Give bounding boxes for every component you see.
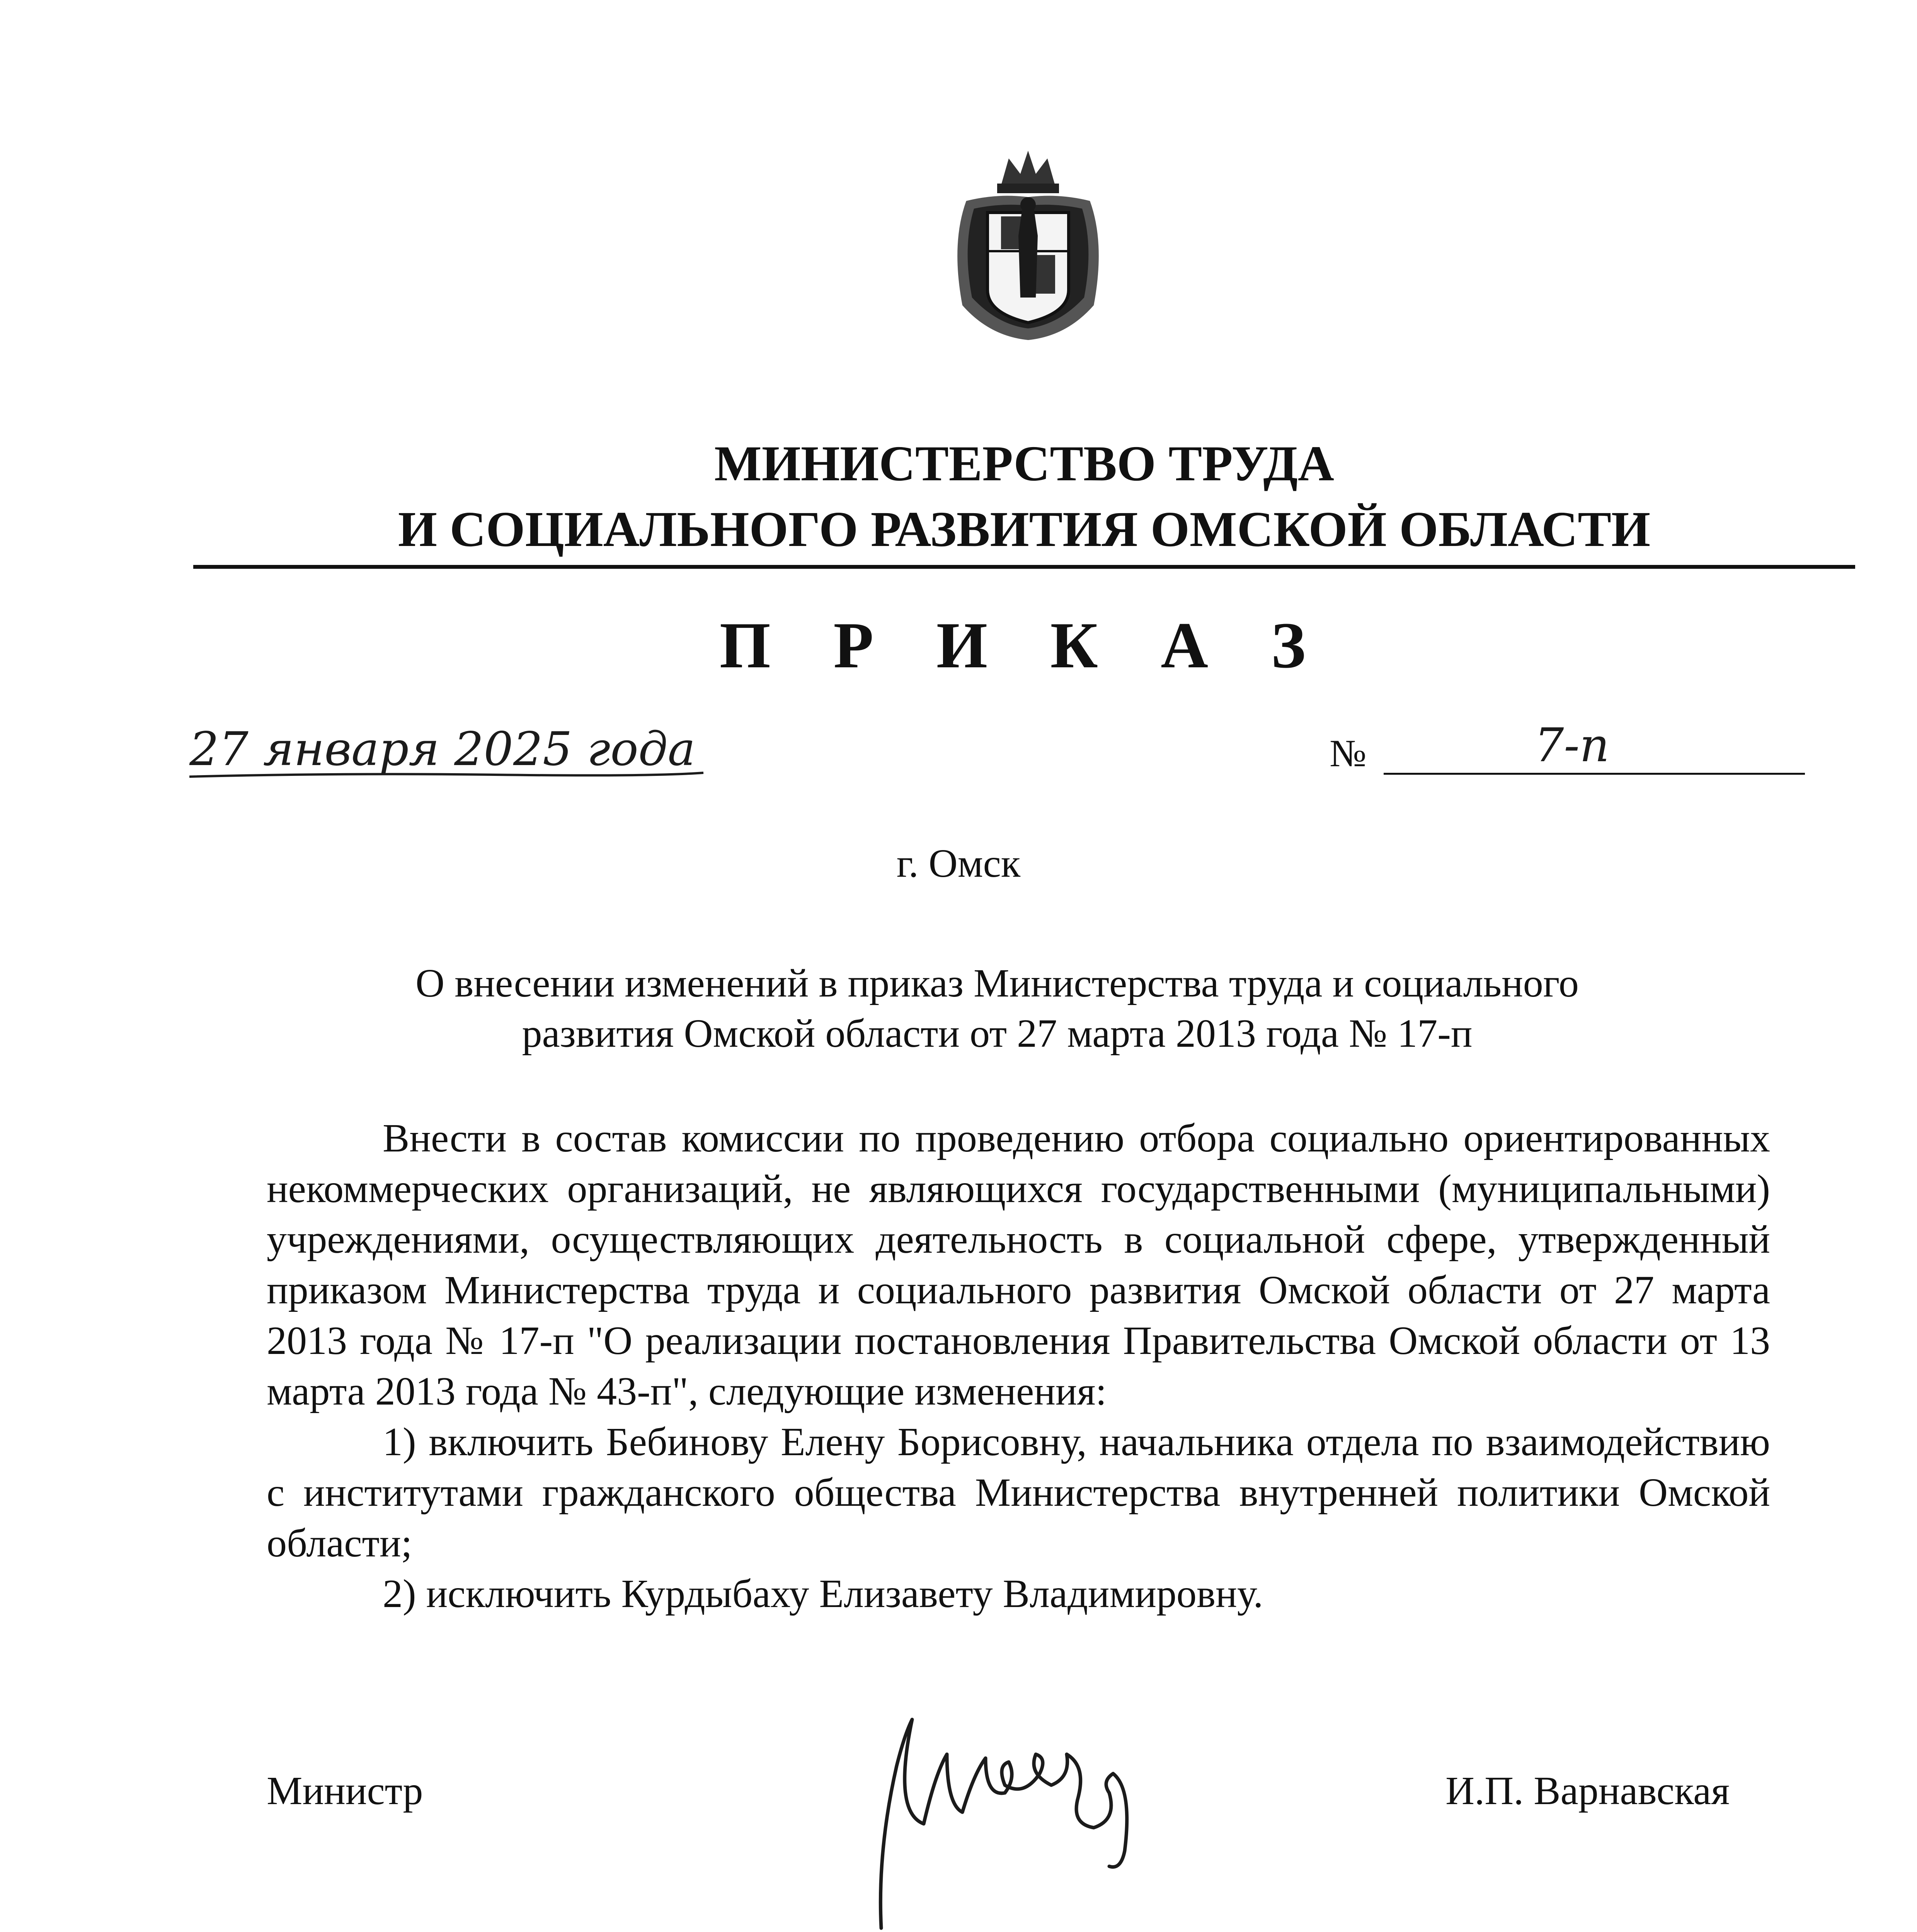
handwritten-signature [870, 1696, 1187, 1932]
document-type-title: П Р И К А З [719, 609, 1329, 682]
handwritten-order-number-text: 7-п [1534, 719, 1610, 772]
signatory-name: И.П. Варнавская [1445, 1769, 1730, 1813]
order-subject [271, 958, 1724, 1059]
signatory-role: Министр [267, 1769, 423, 1813]
order-body-item-2: 2) исключить Курдыбаху Елизавету Владимировну. [383, 1571, 1263, 1616]
handwritten-date-text: 27 января 2025 года [189, 723, 696, 776]
handwritten-date [186, 707, 707, 808]
order-subject-line2: развития Омской области от 27 марта 2013 года № 17-п [522, 1011, 1473, 1056]
handwritten-order-number [1531, 703, 1646, 781]
ministry-name-line1: МИНИСТЕРСТВО ТРУДА [714, 436, 1334, 492]
order-body-intro: Внести в состав комиссии по проведению отбора социально ориентированных некоммерческих организаций, не являющихся государственными (муниципальными) учреждениями, осуществляющих деятельность в социальной сфере, утвержденный приказом Министерства труда и социального развития Омской области от 27 марта 2013 года № 17-п "О реализации постановления Правительства Омской области от 13 марта 2013 года № 43-п", следующие изменения: [267, 1116, 1770, 1413]
order-number-underline [1384, 773, 1805, 775]
ministry-name-line2: И СОЦИАЛЬНОГО РАЗВИТИЯ ОМСКОЙ ОБЛАСТИ [398, 502, 1651, 557]
order-body [267, 1113, 1770, 1619]
order-subject-line1: О внесении изменений в приказ Министерства труда и социального [415, 961, 1579, 1005]
city-line: г. Омск [896, 841, 1021, 886]
coat-of-arms-emblem [943, 143, 1113, 344]
order-body-item-1: 1) включить Бебинову Елену Борисовну, начальника отдела по взаимодействию с институтами гражданского общества Министерства внутренней политики Омской области; [267, 1420, 1770, 1565]
header-divider [193, 565, 1855, 569]
order-number-label: № [1330, 732, 1367, 775]
